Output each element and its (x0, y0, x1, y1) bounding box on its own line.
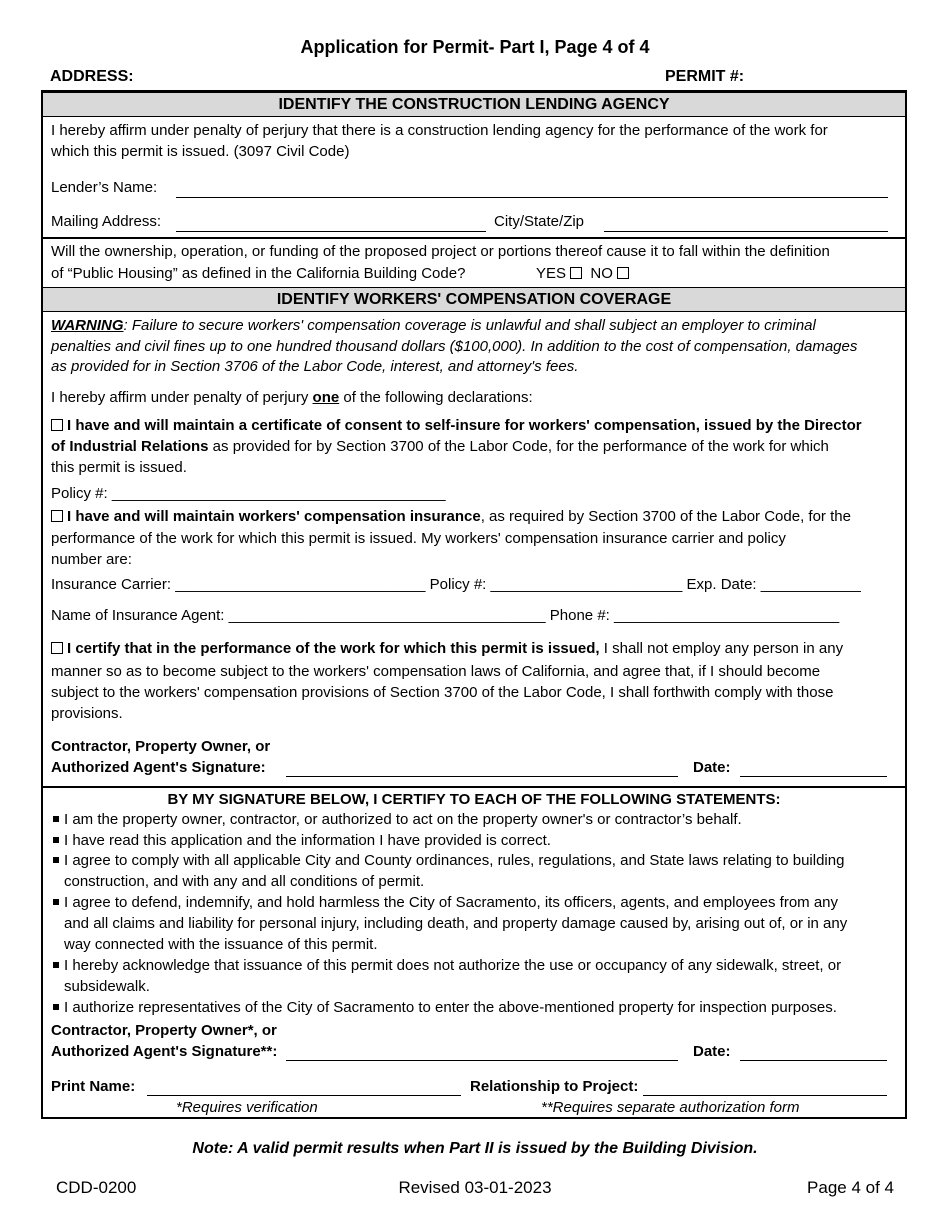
list-item-text: I agree to defend, indemnify, and hold harmless the City of Sacramento, its officers, agents, and employees from any (64, 894, 839, 911)
warning-text: : Failure to secure workers' compensation coverage is unlawful and shall subject an employer to criminal (123, 317, 816, 334)
list-item-text: I agree to comply with all applicable City and County ordinances, rules, regulations, and State laws relating to building (64, 852, 845, 869)
no-label: NO (590, 265, 613, 282)
signature-label-line1: Contractor, Property Owner, or (51, 738, 271, 755)
list-item-text: I hereby acknowledge that issuance of this permit does not authorize the use or occupancy of any sidewalk, street, or (64, 957, 842, 974)
policy-number-field[interactable]: Policy #: ________________________________________ (51, 485, 446, 502)
option2-bold: I have and will maintain workers' compensation insurance (67, 508, 481, 525)
lending-affirm-line1: I hereby affirm under penalty of perjury that there is a construction lending agency for the performance of the work for (51, 122, 828, 139)
signature-label-line2: Authorized Agent's Signature: (51, 759, 266, 776)
option1-line1 (51, 415, 901, 436)
workers-comp-signature-field[interactable] (286, 776, 678, 777)
revised-date: Revised 03-01-2023 (398, 1178, 552, 1197)
divider (43, 237, 905, 239)
list-item-text: I authorize representatives of the City of Sacramento to enter the above-mentioned property for inspection purposes. (64, 999, 837, 1016)
public-housing-line1: Will the ownership, operation, or funding of the proposed project or portions thereof cause it to fall within the definition (51, 243, 830, 260)
insurance-checkbox[interactable] (51, 510, 63, 522)
insurance-agent-line[interactable]: Name of Insurance Agent: ______________________________________ Phone #: ___________________________ (51, 607, 840, 624)
declaration-intro (51, 387, 901, 408)
option2-line2: performance of the work for which this permit is issued. My workers' compensation insurance carrier and policy (51, 530, 786, 547)
mailing-address-field[interactable] (176, 231, 486, 232)
mailing-address-label: Mailing Address: (51, 213, 162, 230)
requires-verification-note: *Requires verification (176, 1099, 318, 1116)
bullet-icon (53, 899, 59, 905)
list-item-text: I have read this application and the information I have provided is correct. (64, 832, 551, 849)
declaration-intro-pre: I hereby affirm under penalty of perjury (51, 389, 313, 406)
option3-line4: provisions. (51, 705, 123, 722)
list-item (51, 955, 901, 997)
workers-comp-heading: IDENTIFY WORKERS' COMPENSATION COVERAGE (43, 287, 905, 312)
permit-number-label: PERMIT #: (665, 68, 745, 85)
bullet-icon (53, 837, 59, 843)
declaration-intro-one: one (312, 389, 340, 406)
insurance-carrier-line[interactable]: Insurance Carrier: ______________________________ Policy #: _______________________ Exp. Date: ____________ (51, 576, 861, 593)
option1-line3: this permit is issued. (51, 459, 187, 476)
certify-date-field[interactable] (740, 1060, 887, 1061)
relationship-field[interactable] (643, 1095, 887, 1096)
certify-signature-label-line1: Contractor, Property Owner*, or (51, 1022, 277, 1039)
form-code: CDD-0200 (56, 1178, 137, 1197)
warning-line2: penalties and civil fines up to one hundred thousand dollars ($100,000). In addition to the cost of compensation, damages (51, 338, 858, 355)
option3-line2: manner so as to become subject to the workers' compensation laws of California, and agree that, if I should become (51, 663, 821, 680)
option3-rest: I shall not employ any person in any (599, 640, 844, 657)
list-item (51, 997, 901, 1018)
relationship-label: Relationship to Project: (470, 1078, 639, 1095)
permit-form (41, 90, 907, 1119)
yes-checkbox[interactable] (570, 267, 582, 279)
lending-affirm-line2: which this permit is issued. (3097 Civil Code) (51, 143, 350, 160)
list-item-text: and all claims and liability for personal injury, including death, and property damage caused by, arising out of, or in any (64, 915, 848, 932)
option2-line1 (51, 506, 901, 527)
date-label: Date: (693, 759, 731, 776)
no-employees-checkbox[interactable] (51, 642, 63, 654)
lending-agency-heading: IDENTIFY THE CONSTRUCTION LENDING AGENCY (43, 92, 905, 117)
validity-note: Note: A valid permit results when Part II is issued by the Building Division. (192, 1140, 758, 1157)
option3-bold: I certify that in the performance of the work for which this permit is issued, (67, 640, 600, 657)
page-number: Page 4 of 4 (807, 1178, 894, 1197)
address-label: ADDRESS: (50, 68, 134, 85)
page-title: Application for Permit- Part I, Page 4 of 4 (300, 37, 650, 57)
warning-line3: as provided for in Section 3706 of the Labor Code, interest, and attorney's fees. (51, 358, 579, 375)
bullet-icon (53, 857, 59, 863)
lender-name-field[interactable] (176, 197, 888, 198)
declaration-intro-post: of the following declarations: (339, 389, 533, 406)
option1-text: I have and will maintain a certificate of consent to self-insure for workers' compensation, issued by the Director (67, 417, 862, 434)
option3-line1 (51, 638, 901, 659)
option1-line2 (51, 436, 901, 457)
requires-form-note: **Requires separate authorization form (541, 1099, 800, 1116)
option2-rest: , as required by Section 3700 of the Labor Code, for the (480, 508, 851, 525)
list-item (51, 809, 901, 830)
list-item-text: way connected with the issuance of this permit. (64, 936, 378, 953)
list-item-text: subsidewalk. (64, 978, 150, 995)
option1-bold: of Industrial Relations (51, 438, 209, 455)
print-name-label: Print Name: (51, 1078, 136, 1095)
warning-line1 (51, 315, 901, 336)
public-housing-line2: of “Public Housing” as defined in the California Building Code? (51, 265, 466, 282)
certify-signature-label-line2: Authorized Agent's Signature**: (51, 1043, 278, 1060)
list-item-text: I am the property owner, contractor, or authorized to act on the property owner's or contractor’s behalf. (64, 811, 742, 828)
city-state-zip-label: City/State/Zip (494, 213, 585, 230)
bullet-icon (53, 816, 59, 822)
certify-signature-field[interactable] (286, 1060, 678, 1061)
workers-comp-date-field[interactable] (740, 776, 887, 777)
list-item-text: construction, and with any and all conditions of permit. (64, 873, 425, 890)
certify-heading: BY MY SIGNATURE BELOW, I CERTIFY TO EACH OF THE FOLLOWING STATEMENTS: (167, 791, 781, 808)
city-state-zip-field[interactable] (604, 231, 888, 232)
list-item (51, 830, 901, 851)
option2-line3: number are: (51, 551, 132, 568)
no-checkbox[interactable] (617, 267, 629, 279)
option1-rest: as provided for by Section 3700 of the Labor Code, for the performance of the work for which (208, 438, 829, 455)
list-item (51, 850, 901, 892)
list-item (51, 892, 901, 955)
bullet-icon (53, 962, 59, 968)
lender-name-label: Lender’s Name: (51, 179, 158, 196)
option3-line3: subject to the workers' compensation provisions of Section 3700 of the Labor Code, I shall forthwith comply with those (51, 684, 834, 701)
divider (43, 786, 905, 788)
yes-label: YES (536, 265, 567, 282)
self-insure-checkbox[interactable] (51, 419, 63, 431)
print-name-field[interactable] (147, 1095, 461, 1096)
certify-date-label: Date: (693, 1043, 731, 1060)
bullet-icon (53, 1004, 59, 1010)
public-housing-choices (536, 263, 633, 284)
warning-label: WARNING (51, 317, 124, 334)
